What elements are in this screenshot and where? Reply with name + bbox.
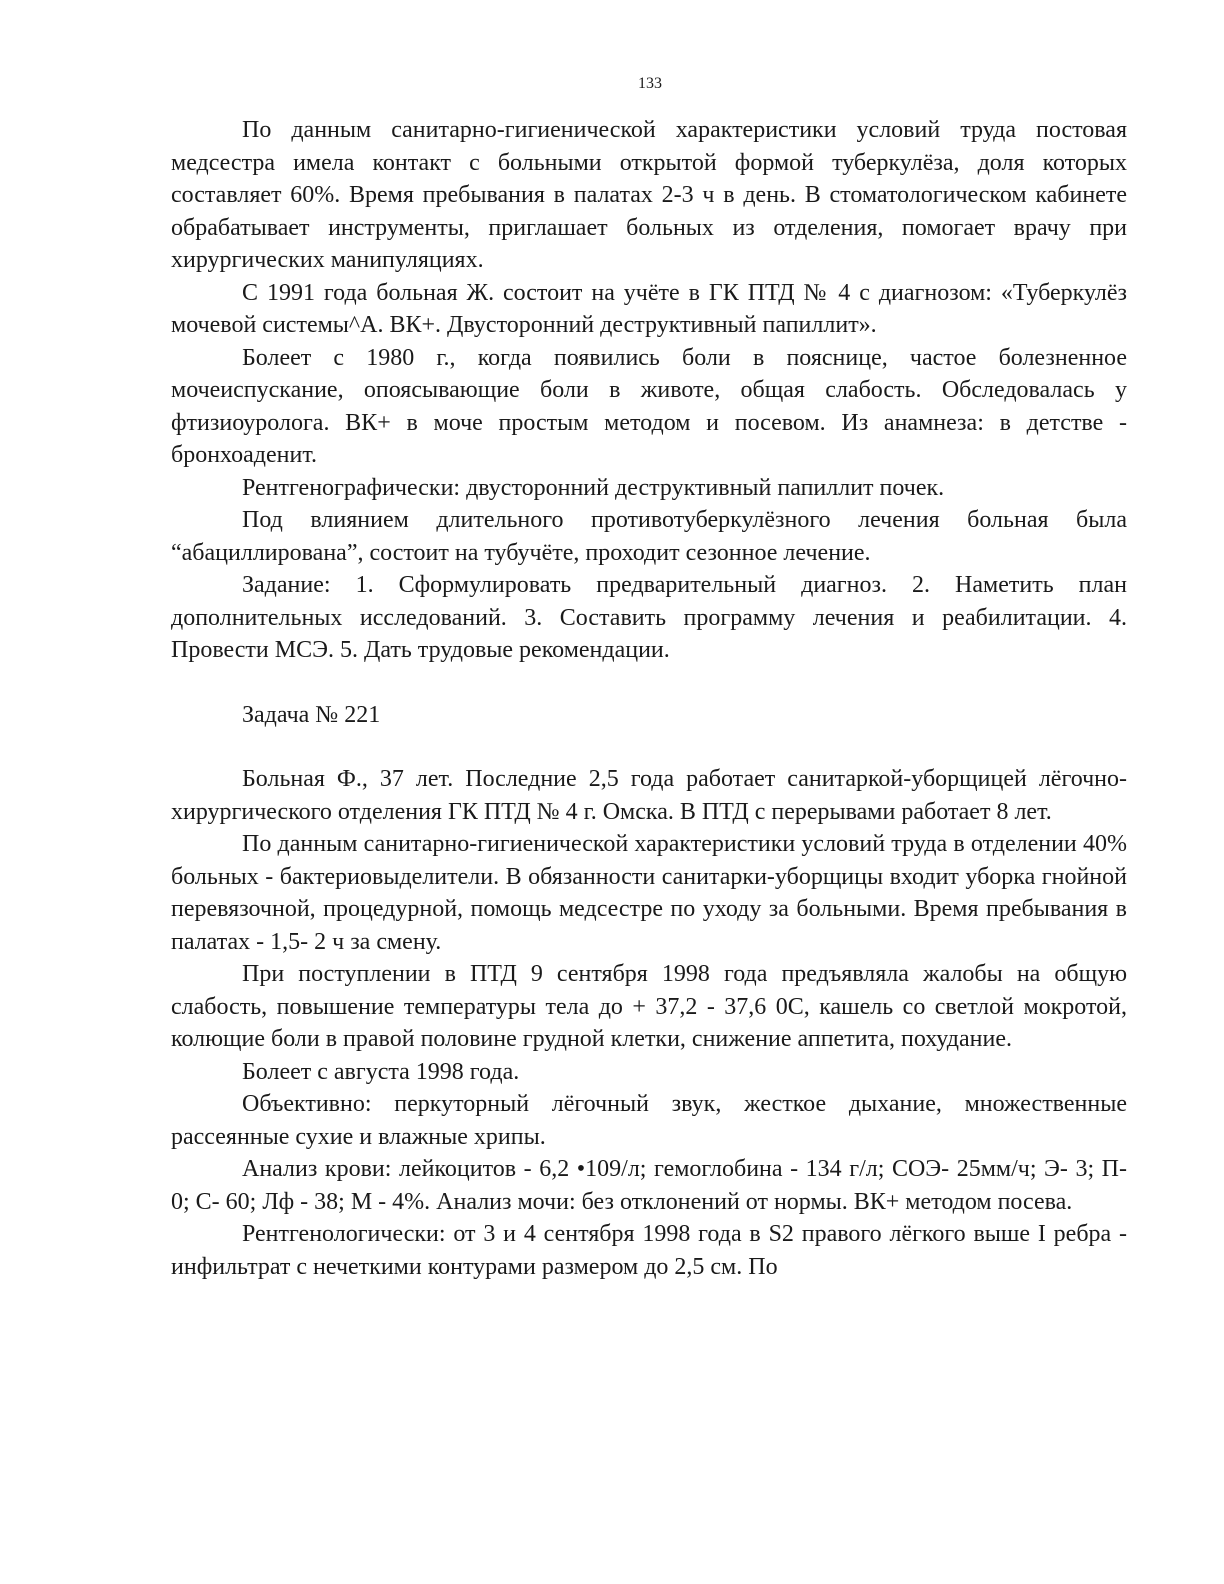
- paragraph: С 1991 года больная Ж. состоит на учёте в ГК ПТД № 4 с диагнозом: «Туберкулёз мочевой системы^А. ВК+. Двусторонний деструктивный папиллит».: [171, 279, 1127, 338]
- task-heading: Задача № 221: [242, 701, 381, 728]
- paragraph: Под влиянием длительного противотуберкулёзного лечения больная была “абациллирована”, состоит на тубучёте, проходит сезонное лечение.: [171, 507, 1127, 566]
- paragraph: Анализ крови: лейкоцитов - 6,2 •109/л; гемоглобина - 134 г/л; СОЭ- 25мм/ч; Э- 3; П- 0; С- 60; Лф - 38; М - 4%. Анализ мочи: без отклонений от нормы. ВК+ методом посева.: [171, 1156, 1127, 1215]
- paragraph: По данным санитарно-гигиенической характеристики условий труда постовая медсестра имела контакт с больными открытой формой туберкулёза, доля которых составляет 60%. Время пребывания в палатах 2-3 ч в день. В стоматологическом кабинете обрабатывает инструменты, приглашает больных из отделения, помогает врачу при хирургических манипуляциях.: [171, 117, 1127, 273]
- paragraph: По данным санитарно-гигиенической характеристики условий труда в отделении 40% больных - бактериовыделители. В обязанности санитарки-уборщицы входит уборка гнойной перевязочной, процедурной, помощь медсестре по уходу за больными. Время пребывания в палатах - 1,5- 2 ч за смену.: [171, 831, 1127, 955]
- task-assignment: Задание: 1. Сформулировать предварительный диагноз. 2. Наметить план дополнительных исследований. 3. Составить программу лечения и реабилитации. 4. Провести МСЭ. 5. Дать трудовые рекомендации.: [171, 572, 1127, 663]
- paragraph: При поступлении в ПТД 9 сентября 1998 года предъявляла жалобы на общую слабость, повышение температуры тела до + 37,2 - 37,6 0С, кашель со светлой мокротой, колющие боли в правой половине грудной клетки, снижение аппетита, похудание.: [171, 961, 1127, 1052]
- paragraph: Объективно: перкуторный лёгочный звук, жесткое дыхание, множественные рассеянные сухие и влажные хрипы.: [171, 1091, 1127, 1150]
- page-number: 133: [638, 75, 662, 92]
- paragraph: Болеет с августа 1998 года.: [242, 1058, 520, 1085]
- paragraph: Рентгенологически: от 3 и 4 сентября 1998 года в S2 правого лёгкого выше I ребра - инфильтрат с нечеткими контурами размером до 2,5 см. По: [171, 1221, 1127, 1280]
- paragraph: Больная Ф., 37 лет. Последние 2,5 года работает санитаркой-уборщицей лёгочно-хирургического отделения ГК ПТД № 4 г. Омска. В ПТД с перерывами работает 8 лет.: [171, 766, 1127, 825]
- document-body: [171, 114, 1127, 1283]
- paragraph: Рентгенографически: двусторонний деструктивный папиллит почек.: [242, 474, 945, 501]
- paragraph: Болеет с 1980 г., когда появились боли в пояснице, частое болезненное мочеиспускание, опоясывающие боли в животе, общая слабость. Обследовалась у фтизиоуролога. ВК+ в моче простым методом и посевом. Из анамнеза: в детстве - бронхоаденит.: [171, 344, 1127, 468]
